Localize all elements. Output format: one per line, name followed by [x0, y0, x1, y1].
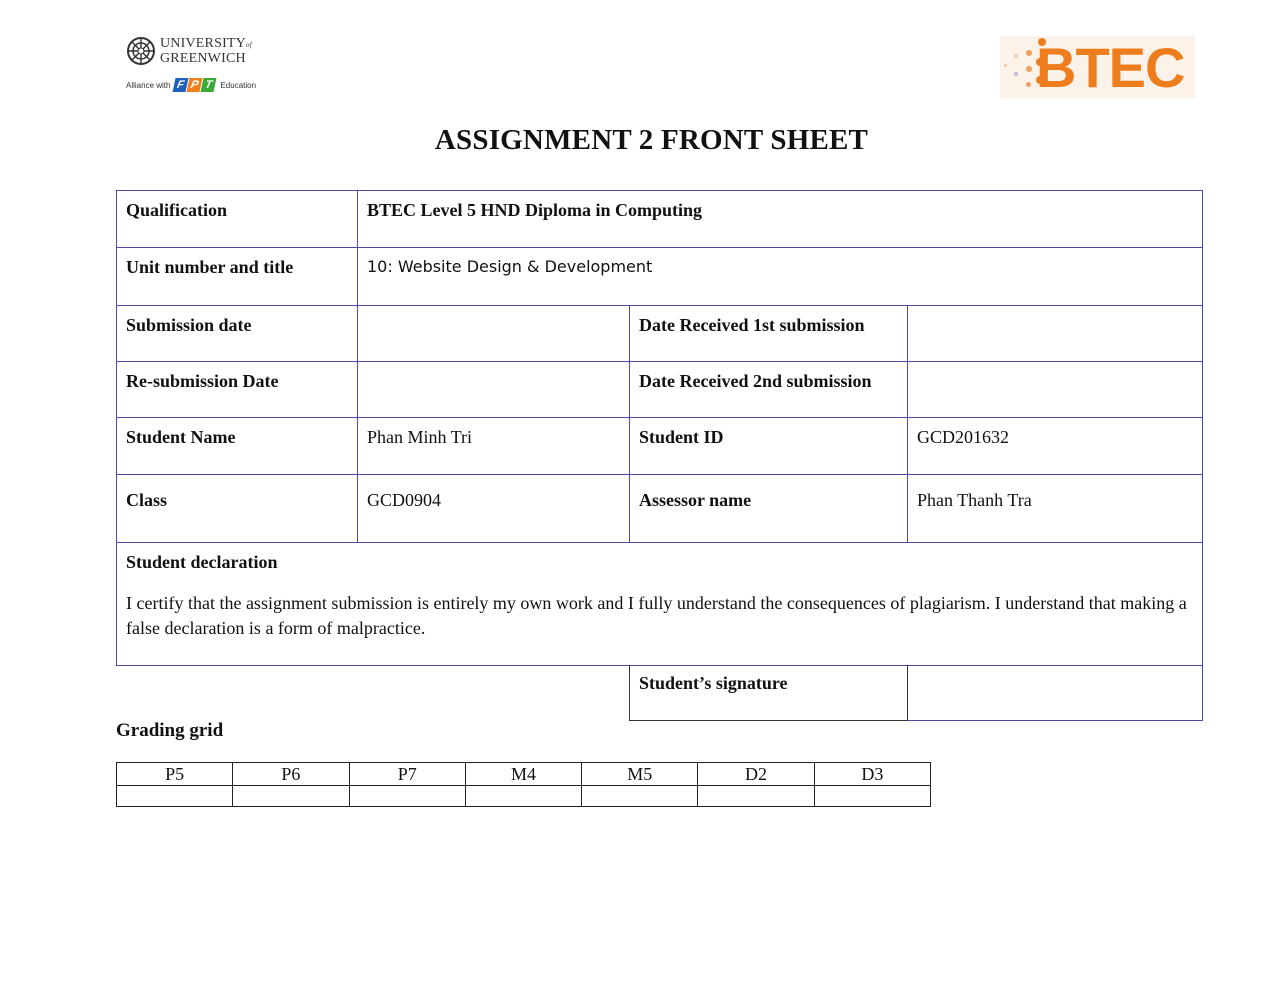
student-declaration: [117, 543, 1203, 666]
front-sheet-table: [116, 190, 1203, 666]
submission-date-label: Submission date: [117, 306, 358, 362]
unit-label: Unit number and title: [117, 248, 358, 306]
university-of: of: [246, 41, 252, 49]
student-id-label: Student ID: [630, 418, 908, 475]
criterion-m4: M4: [465, 763, 581, 786]
university-line1: UNIVERSITY: [160, 36, 246, 51]
qualification-value: BTEC Level 5 HND Diploma in Computing: [358, 191, 1203, 248]
page-title: ASSIGNMENT 2 FRONT SHEET: [434, 124, 869, 156]
signature-field[interactable]: [908, 665, 1203, 721]
submission-date-field[interactable]: [358, 306, 630, 362]
fpt-letter-t: T: [201, 78, 217, 92]
criterion-p7: P7: [349, 763, 465, 786]
row-student: [117, 418, 1203, 475]
grading-value-row: [117, 786, 931, 807]
criterion-m5: M5: [582, 763, 698, 786]
grade-p5[interactable]: [117, 786, 233, 807]
row-declaration: [117, 543, 1203, 666]
criterion-p5: P5: [117, 763, 233, 786]
date-received-1-field[interactable]: [908, 306, 1203, 362]
row-qualification: [117, 191, 1203, 248]
assessor-value[interactable]: Phan Thanh Tra: [908, 475, 1203, 543]
date-received-2-label: Date Received 2nd submission: [630, 362, 908, 418]
grade-p7[interactable]: [349, 786, 465, 807]
assessor-label: Assessor name: [630, 475, 908, 543]
row-resubmission: [117, 362, 1203, 418]
student-id-value[interactable]: GCD201632: [908, 418, 1203, 475]
class-value[interactable]: GCD0904: [358, 475, 630, 543]
btec-logo: [1000, 36, 1195, 98]
signature-label: Student’s signature: [630, 665, 908, 721]
student-name-value[interactable]: Phan Minh Tri: [358, 418, 630, 475]
fpt-logo: [174, 78, 216, 92]
resubmission-date-label: Re-submission Date: [117, 362, 358, 418]
university-of-greenwich-logo: [126, 36, 261, 98]
class-label: Class: [117, 475, 358, 543]
grade-m5[interactable]: [582, 786, 698, 807]
grading-grid: [116, 762, 931, 807]
criterion-d3: D3: [814, 763, 930, 786]
declaration-text: I certify that the assignment submission is entirely my own work and I fully understand the consequences of plagiarism. I understand that making a false declaration is a form of malpractice.: [126, 593, 1187, 638]
fpt-letter-f: F: [173, 78, 189, 92]
student-name-label: Student Name: [117, 418, 358, 475]
grading-header-row: [117, 763, 931, 786]
alliance-label: Alliance with: [126, 80, 171, 90]
grade-m4[interactable]: [465, 786, 581, 807]
btec-wordmark: BTEC: [1036, 36, 1185, 99]
date-received-2-field[interactable]: [908, 362, 1203, 418]
fpt-letter-p: P: [187, 78, 203, 92]
education-label: Education: [220, 80, 257, 90]
row-submission: [117, 306, 1203, 362]
grade-d2[interactable]: [698, 786, 814, 807]
date-received-1-label: Date Received 1st submission: [630, 306, 908, 362]
declaration-heading: Student declaration: [126, 552, 278, 572]
grade-d3[interactable]: [814, 786, 930, 807]
qualification-label: Qualification: [117, 191, 358, 248]
compass-emblem-icon: [126, 36, 156, 66]
unit-value: 10: Website Design & Development: [358, 248, 1203, 306]
criterion-d2: D2: [698, 763, 814, 786]
university-line2: GREENWICH: [160, 51, 246, 66]
grading-grid-title: Grading grid: [116, 720, 224, 741]
resubmission-date-field[interactable]: [358, 362, 630, 418]
row-class: [117, 475, 1203, 543]
criterion-p6: P6: [233, 763, 349, 786]
signature-table: [629, 665, 1203, 721]
fpt-alliance: [126, 78, 261, 92]
grade-p6[interactable]: [233, 786, 349, 807]
row-unit: [117, 248, 1203, 306]
